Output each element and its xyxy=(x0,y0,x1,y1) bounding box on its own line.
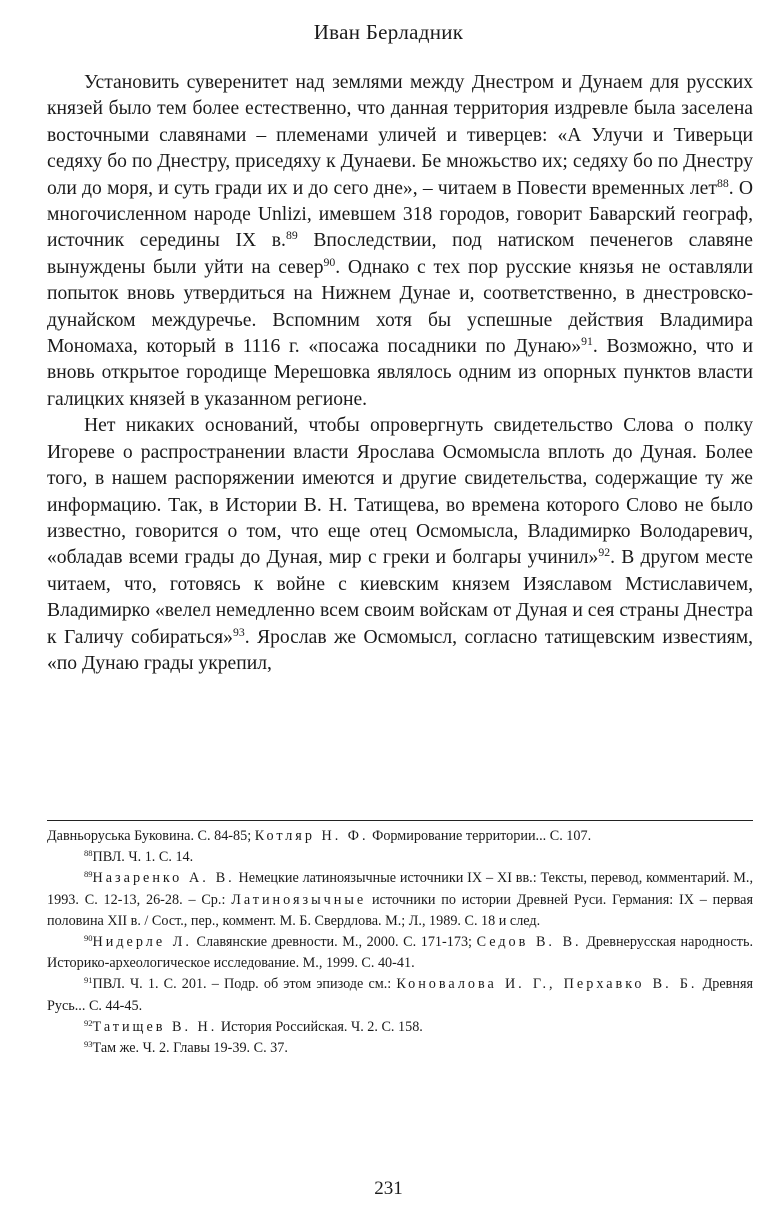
footnote-author: Коновалова И. Г., Перхавко В. Б. xyxy=(396,976,698,993)
text-segment: . Ярослав же Осмомысл, согласно татищевским известиям, «по Дунаю грады укрепил, xyxy=(47,626,753,674)
footnote-88 xyxy=(47,847,753,868)
footnote-ref-88[interactable]: 88 xyxy=(716,176,729,190)
text-segment: Впоследствии, под натиском печенегов славяне вынуждены были уйти на север xyxy=(47,230,753,278)
footnote-ref-89[interactable]: 89 xyxy=(285,229,298,243)
footnote-text: Древнерусская народность. Историко-археологическое исследование. М., 1999. С. 40-41. xyxy=(47,934,754,972)
footnote-text: История Российская. Ч. 2. С. 158. xyxy=(217,1018,423,1035)
footnote-ref-90[interactable]: 90 xyxy=(323,255,336,269)
footnote-text: Немецкие латиноязычные источники IX – XI вв.: Тексты, перевод, комментарий. М., 1993. С. 12-13, 26-28. – Ср.: xyxy=(47,870,753,908)
main-text xyxy=(47,70,753,677)
running-header: Иван Берладник xyxy=(313,20,464,44)
footnote-92 xyxy=(47,1017,753,1038)
footnote-number: 91 xyxy=(84,975,93,986)
footnote-ref-93[interactable]: 93 xyxy=(232,625,245,639)
footnote-text: Древняя Русь... С. 44-45. xyxy=(47,976,753,1014)
footnote-number: 89 xyxy=(84,869,93,880)
text-segment: . Возможно, что и вновь открытое городище Мерешовка являлось одним из опорных пунктов власти галицких князей в указанном регионе. xyxy=(47,336,753,410)
footnotes xyxy=(47,826,753,1059)
footnote-text: Формирование территории... С. 107. xyxy=(368,828,592,844)
footnote-continuation xyxy=(47,826,753,847)
paragraph-2 xyxy=(47,413,753,677)
footnote-ref-91[interactable]: 91 xyxy=(581,335,593,349)
text-segment: . О многочисленном народе Unlizi, имевшем 318 городов, говорит Баварский географ, источник середины IX в. xyxy=(47,177,753,252)
footnote-author: Назаренко А. В. xyxy=(92,870,235,887)
footnote-93 xyxy=(47,1038,753,1059)
footnote-90 xyxy=(47,932,753,974)
footnote-author: Нидерле Л. xyxy=(92,934,192,951)
footnote-text: ПВЛ. Ч. 1. С. 14. xyxy=(92,849,194,866)
footnote-text: источники по истории Древней Руси. Германия: IX – первая половина XII в. / Сост., пер., коммент. М. Б. Свердлова. М.; Л., 1989. С. 18 и след. xyxy=(47,891,753,929)
text-segment: . В другом месте читаем, что, готовясь к войне с киевским князем Изяславом Мстиславичем, Владимирко «велел немедленно всем своим войскам от Дуная и сея страны Днестра к Галичу собираться» xyxy=(47,547,753,648)
footnote-author: Латиноязычные xyxy=(231,891,367,908)
footnote-author: Татищев В. Н. xyxy=(92,1018,218,1035)
footnote-ref-92[interactable]: 92 xyxy=(598,546,611,560)
footnote-text: Там же. Ч. 2. Главы 19-39. С. 37. xyxy=(92,1040,288,1057)
footnote-91 xyxy=(47,974,753,1016)
text-segment: Установить суверенитет над землями между Днестром и Дунаем для русских князей было тем более естественно, что данная территория издревле была заселена восточными славянами – племенами уличей и тиверцев: «А Улучи и Тиверьци седяху бо по Днестру, приседяху к Дунаеви. Бе множьство их; седяху бо по Днестру оли до моря, и суть гради их и до сего дне», – читаем в Повести временных лет xyxy=(47,72,753,199)
footnote-text: Давньоруська Буковина. С. 84-85; xyxy=(47,828,255,844)
text-segment: Нет никаких оснований, чтобы опровергнуть свидетельство Слова о полку Игореве о распространении власти Ярослава Осмомысла вплоть до Дуная. Более того, в нашем распоряжении имеются и другие свидетельства, содержащие ту же информацию. Так, в Истории В. Н. Татищева, во времена которого Слово не было известно, говорится о том, что еще отец Осмомысла, Владимирко Володаревич, «обладав всеми грады до Дуная, мир с греки и болгары учинил» xyxy=(47,415,753,569)
text-segment: . Однако с тех пор русские князья не оставляли попыток вновь утвердиться на Нижнем Дунае и, соответственно, в днестровско-дунайском междуречье. Вспомним хотя бы успешные действия Владимира Мономаха, который в 1116 г. «посажа посадники по Дунаю» xyxy=(47,256,753,358)
footnote-number: 93 xyxy=(84,1038,93,1049)
footnote-number: 90 xyxy=(84,932,93,943)
paragraph-1 xyxy=(47,70,753,413)
footnote-author: Седов В. В. xyxy=(476,934,582,951)
footnote-number: 88 xyxy=(84,848,93,859)
footnote-text: ПВЛ. Ч. 1. С. 201. – Подр. об этом эпизоде см.: xyxy=(92,976,397,993)
footnote-number: 92 xyxy=(84,1017,93,1028)
page-number: 231 xyxy=(374,1178,403,1199)
footnote-divider xyxy=(47,820,753,821)
footnote-text: Славянские древности. М., 2000. С. 171-173; xyxy=(191,934,477,951)
footnote-89 xyxy=(47,868,753,932)
footnote-author: Котляр Н. Ф. xyxy=(254,828,369,844)
